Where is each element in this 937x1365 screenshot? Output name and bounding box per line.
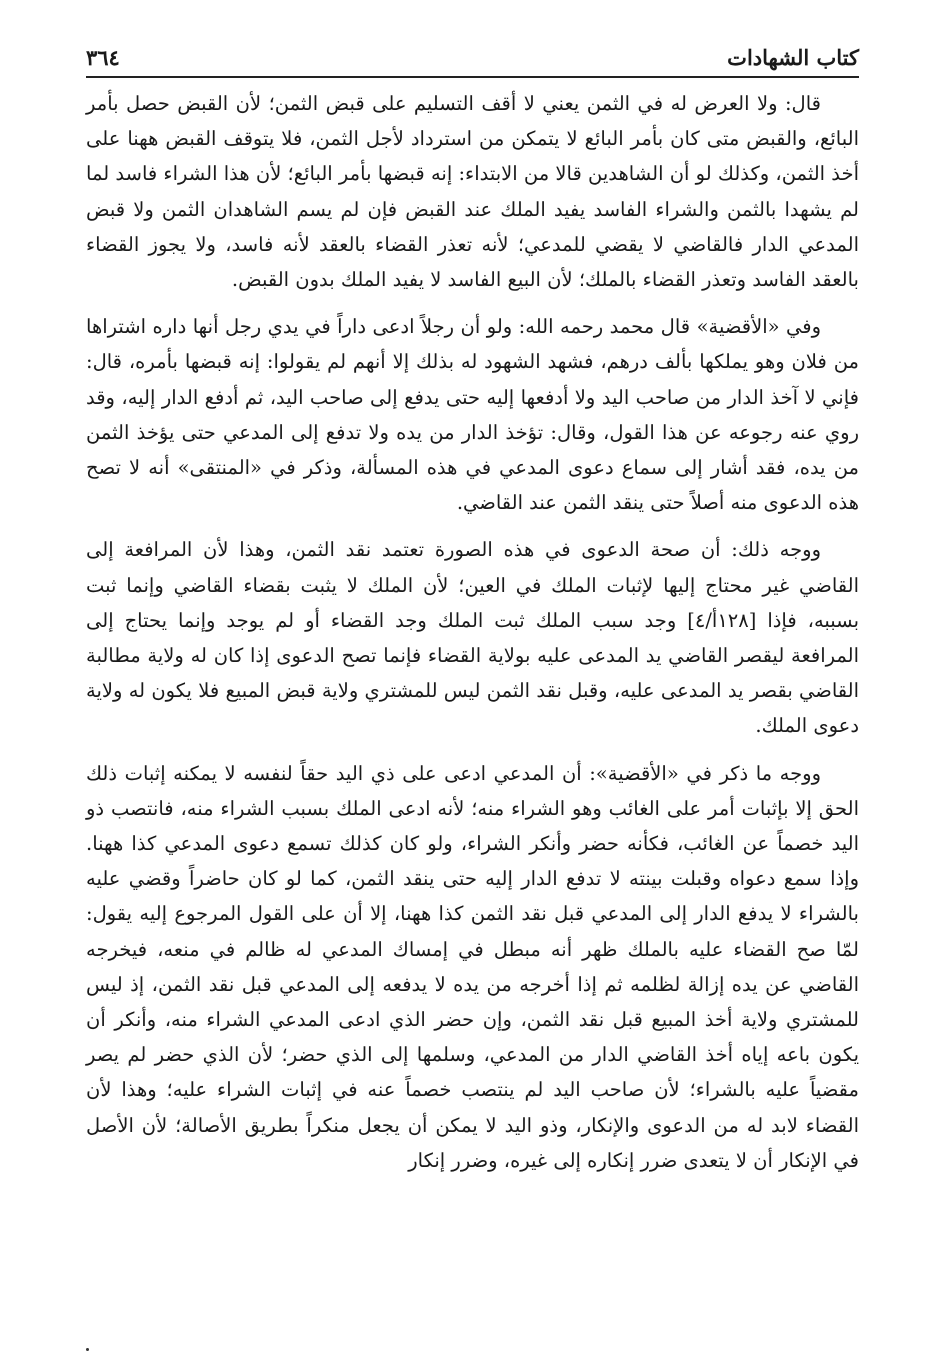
paragraph: ووجه ذلك: أن صحة الدعوى في هذه الصورة تعتمد نقد الثمن، وهذا لأن المرافعة إلى القاضي غير محتاج إليها لإثبات الملك في العين؛ لأن الملك لا يثبت بقضاء القاضي وإنما ثبت بسببه، فإذا [١٢٨أ/٤] وجد سبب الملك ثبت الملك وجد القضاء أو لم يوجد وإنما يحتاج إلى المرافعة ليقصر القاضي يد المدعى عليه بولاية القضاء فإنما تصح الدعوى إذا كان له ولاية مطالبة القاضي بقصر يد المدعى عليه، وقبل نقد الثمن ليس للمشتري ولاية قبض المبيع فلا يكون له ولاية دعوى الملك.	[86, 538, 860, 738]
speck-mark	[86, 1348, 89, 1351]
page-header	[86, 36, 859, 78]
paragraph: قال: ولا العرض له في الثمن يعني لا أقف التسليم على قبض الثمن؛ لأن القبض حصل بأمر البائع، والقبض متى كان بأمر البائع لا يتمكن من استرداد لأجل الثمن، فلا يتوقف القبض ههنا على أخذ الثمن، وكذلك لو أن الشاهدين قالا من الابتداء: إنه قبضها بأمر البائع؛ لأن هذا الشراء فاسد لما لم يشهدا بالثمن والشراء الفاسد يفيد الملك عند القبض فإن لم يسم الشاهدان الثمن ولا قبض المدعي الدار فالقاضي لا يقضي للمدعي؛ لأنه تعذر القضاء بالعقد لأنه فاسد، ولا يجوز القضاء بالعقد الفاسد وتعذر القضاء بالملك؛ لأن البيع الفاسد لا يفيد الملك بدون القبض.	[86, 92, 859, 292]
paragraph: وفي «الأقضية» قال محمد رحمه الله: ولو أن رجلاً ادعى داراً في يدي رجل أنها داره اشتراها من فلان وهو يملكها بألف درهم، فشهد الشهود له بذلك إلا أنهم لم يقولوا: إنه قبضها بأمره، قال: فإني لا آخذ الدار من صاحب اليد ولا أدفعها إليه حتى يدفع إلى صاحب اليد، ثم أدفع الدار إليه، وقد روي عنه رجوعه عن هذا القول، وقال: تؤخذ الدار من يده ولا تدفع إلى المدعي حتى يؤخذ الثمن من يده، فقد أشار إلى سماع دعوى المدعي في هذه المسألة، وذكر في «المنتقى» أنه لا تصح هذه الدعوى منه أصلاً حتى ينقد الثمن عند القاضي.	[86, 315, 859, 515]
book-title: كتاب الشهادات	[727, 45, 859, 70]
paragraph: ووجه ما ذكر في «الأقضية»: أن المدعي ادعى على ذي اليد حقاً لنفسه لا يمكنه إثبات ذلك الحق إلا بإثبات أمر على الغائب وهو الشراء منه؛ لأنه ادعى الملك بسبب الشراء منه، فانتصب ذو اليد خصماً عن الغائب، فكأنه حضر وأنكر الشراء، ولو كان كذلك تسمع دعوى المدعي كذا ههنا. وإذا سمع دعواه وقبلت بينته لا تدفع الدار إليه حتى ينقد الثمن، كما لو كان حاضراً وقضي عليه بالشراء لا يدفع الدار إلى المدعي قبل نقد الثمن كذا ههنا، إلا أن على القول المرجوع إليه يقول: لمّا صح القضاء عليه بالملك ظهر أنه مبطل في إمساك المدعي له ظالم في منعه، فيخرجه القاضي عن يده إزالة لظلمه ثم إذا أخرجه من يده لا يدفعه إلى المدعي قبل نقد الثمن، إذ ليس للمشتري ولاية أخذ المبيع قبل نقد الثمن، وإن حضر الذي ادعى المدعي الشراء منه، وأنكر أن يكون باعه إياه أخذ القاضي الدار من المدعي، وسلمها إلى الذي حضر؛ لأن الذي حضر لم يصر مقضياً عليه بالشراء؛ لأن صاحب اليد لم ينتصب خصماً عنه في إثبات الشراء عليه؛ وهذا لأن القضاء لابد له من الدعوى والإنكار، وذو اليد لا يمكن أن يجعل منكراً بطريق الأصالة؛ لأن الأصل في الإنكار أن لا يتعدى ضرر إنكاره إلى غيره، وضرر إنكار	[86, 761, 859, 1172]
page-number: ٣٦٤	[86, 45, 120, 70]
page-body	[86, 86, 859, 1190]
